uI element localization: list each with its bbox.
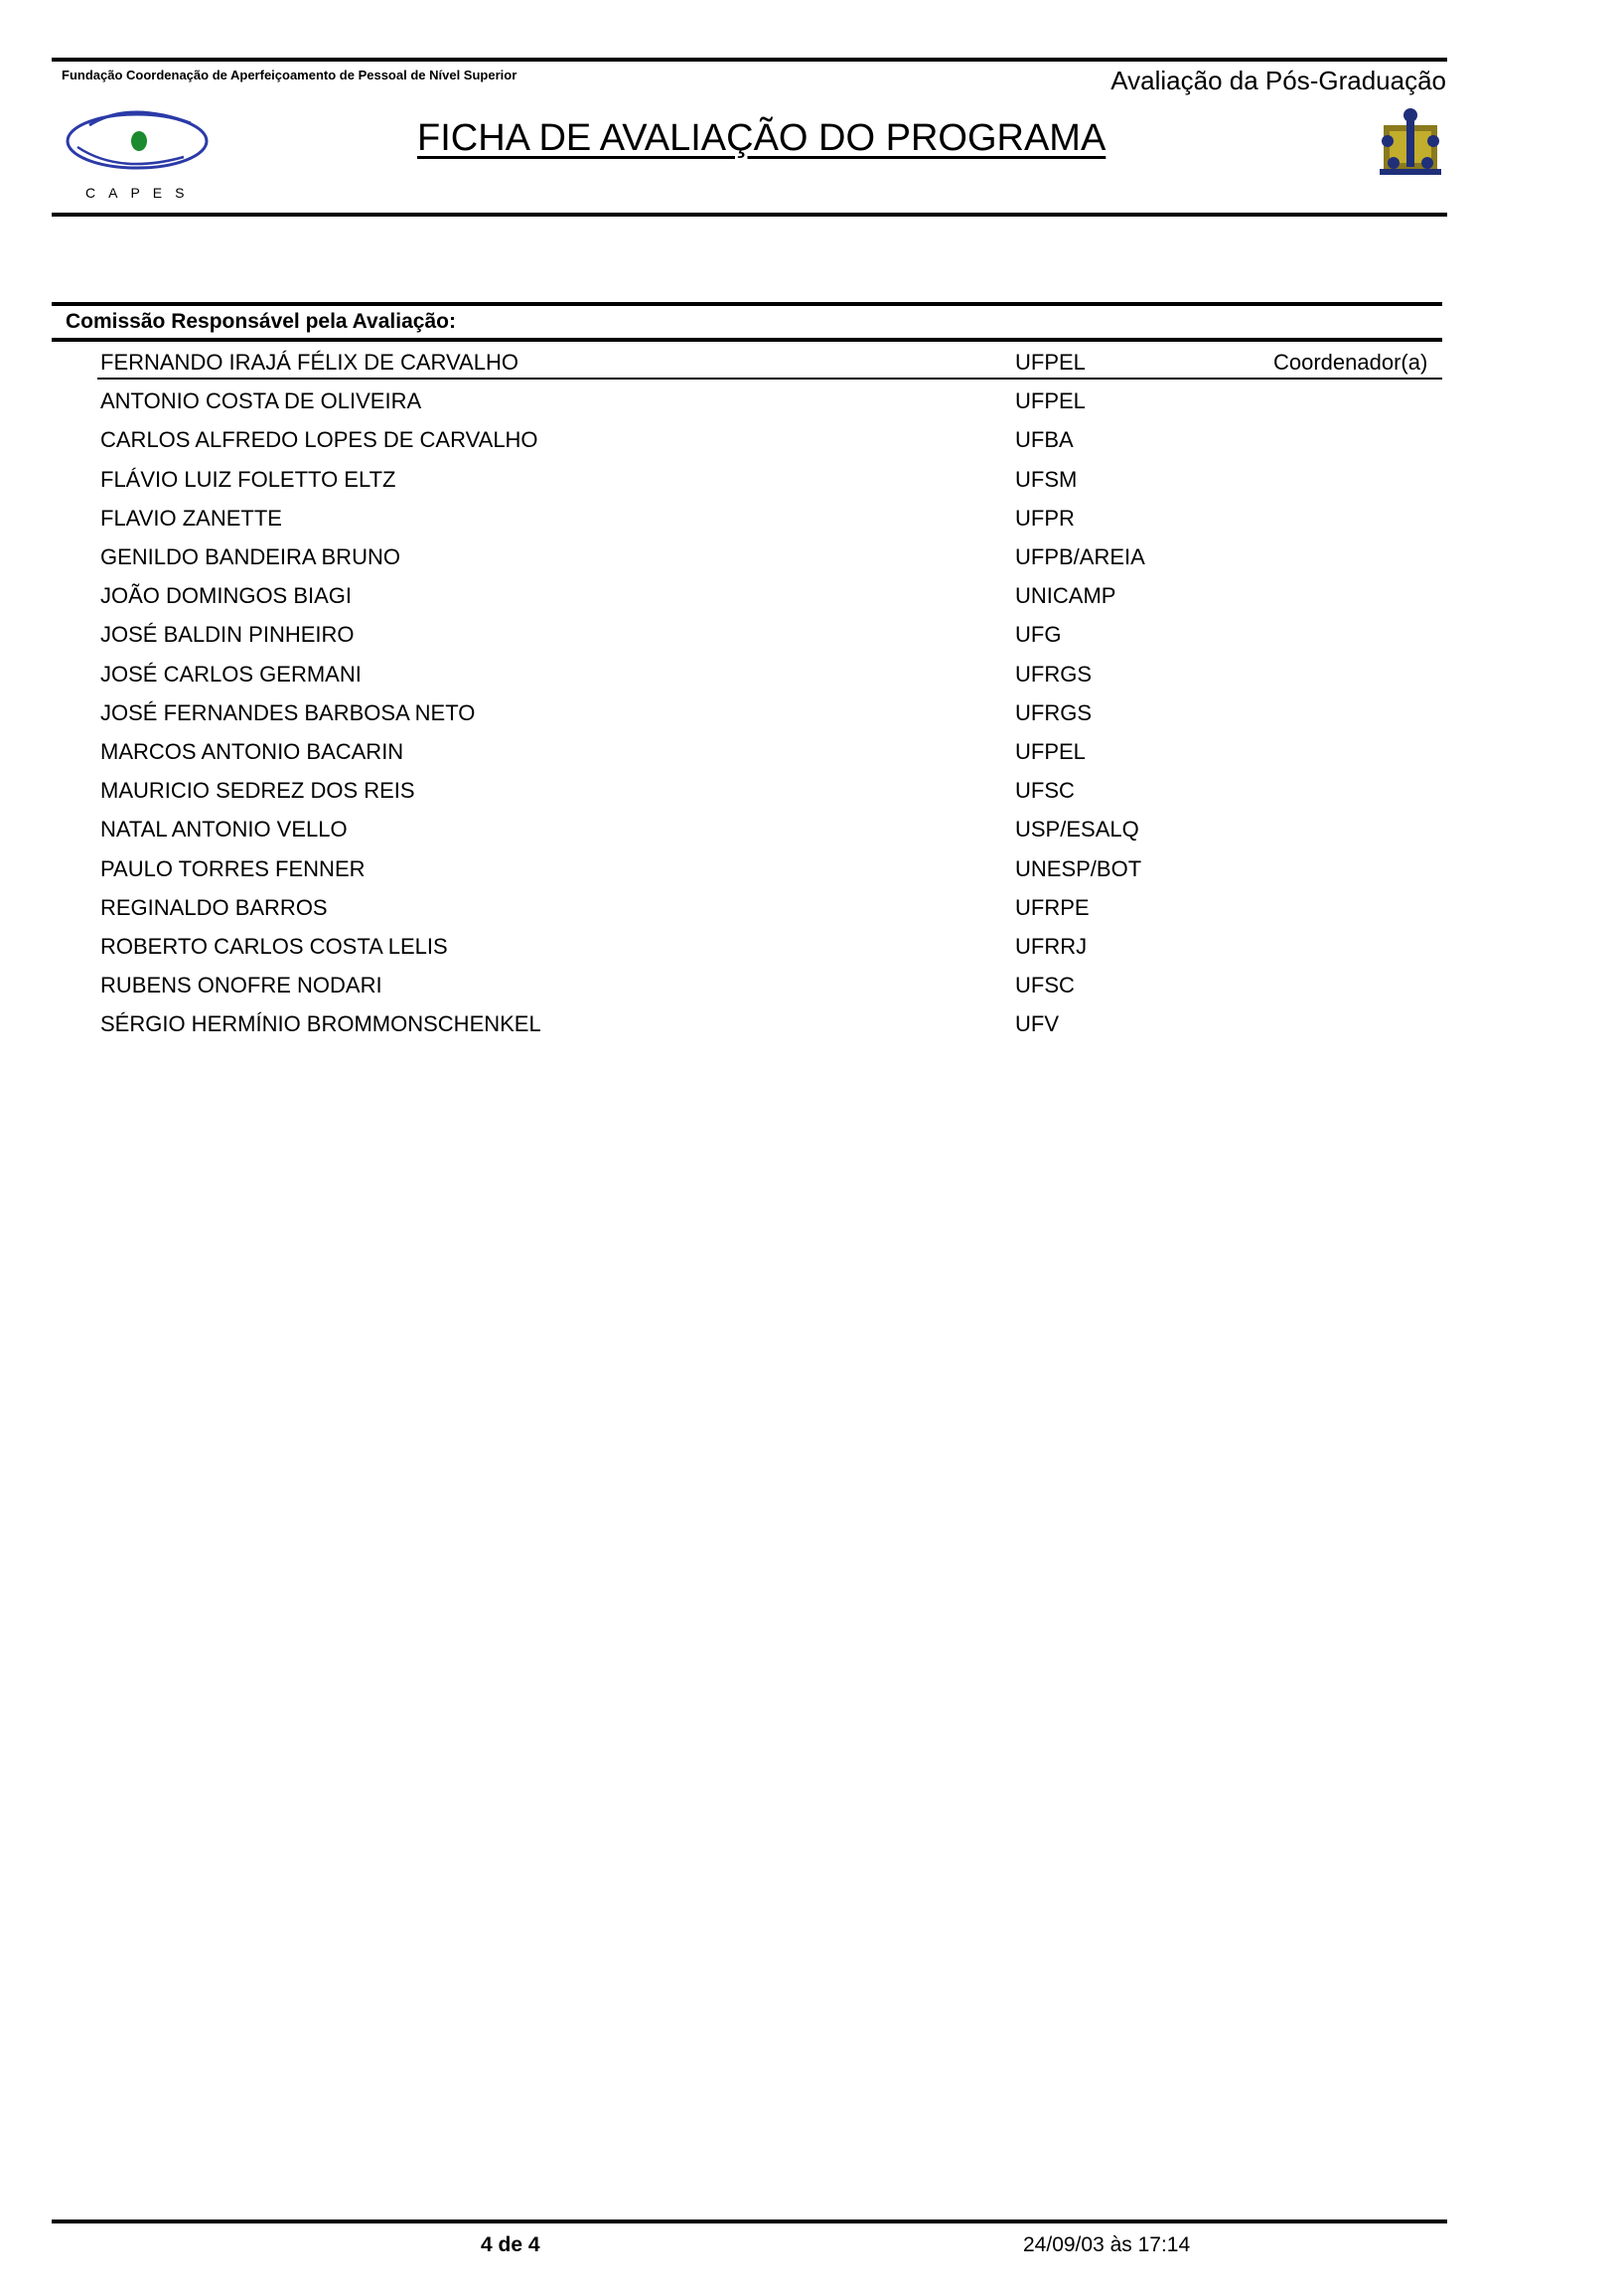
table-row	[0, 887, 1623, 926]
member-name: REGINALDO BARROS	[100, 894, 328, 920]
member-name: GENILDO BANDEIRA BRUNO	[100, 544, 400, 569]
member-institution: UFRPE	[1015, 894, 1090, 920]
capes-logo-text: CAPES	[85, 185, 198, 201]
member-name: RUBENS ONOFRE NODARI	[100, 973, 382, 998]
table-row	[0, 419, 1623, 458]
member-institution: UFSC	[1015, 778, 1075, 804]
member-name: ANTONIO COSTA DE OLIVEIRA	[100, 388, 422, 414]
member-institution: UFPEL	[1015, 350, 1086, 375]
member-name: PAULO TORRES FENNER	[100, 855, 366, 881]
table-row	[0, 459, 1623, 498]
table-row	[0, 848, 1623, 887]
member-name: JOSÉ FERNANDES BARBOSA NETO	[100, 699, 476, 725]
member-name: FLÁVIO LUIZ FOLETTO ELTZ	[100, 466, 396, 492]
member-institution: UFPR	[1015, 505, 1075, 531]
table-row	[0, 926, 1623, 965]
member-institution: UFRGS	[1015, 661, 1092, 687]
header-bottom-rule	[52, 213, 1447, 217]
member-institution: UFPB/AREIA	[1015, 544, 1145, 569]
table-row	[0, 731, 1623, 770]
member-institution: UFPEL	[1015, 388, 1086, 414]
table-row	[0, 770, 1623, 809]
table-row	[0, 692, 1623, 731]
member-name: FLAVIO ZANETTE	[100, 505, 282, 531]
section-top-rule	[52, 302, 1442, 306]
member-institution: USP/ESALQ	[1015, 817, 1139, 842]
member-name: MAURICIO SEDREZ DOS REIS	[100, 778, 415, 804]
table-row	[0, 575, 1623, 614]
member-institution: UFBA	[1015, 427, 1074, 453]
header-right-title: Avaliação da Pós-Graduação	[1110, 66, 1446, 95]
member-name: JOSÉ BALDIN PINHEIRO	[100, 622, 355, 648]
page-number: 4 de 4	[481, 2233, 540, 2256]
member-institution: UFSM	[1015, 466, 1078, 492]
table-row	[0, 1003, 1623, 1042]
table-row	[0, 498, 1623, 536]
table-row	[0, 654, 1623, 692]
document-title: FICHA DE AVALIAÇÃO DO PROGRAMA	[417, 117, 1107, 159]
organization-name: Fundação Coordenação de Aperfeiçoamento de Pessoal de Nível Superior	[62, 68, 517, 82]
table-row	[0, 381, 1623, 419]
print-datetime: 24/09/03 às 17:14	[1023, 2233, 1191, 2256]
member-institution: UFRRJ	[1015, 934, 1088, 959]
member-institution: UFPEL	[1015, 739, 1086, 764]
table-row	[0, 536, 1623, 575]
member-name: FERNANDO IRAJÁ FÉLIX DE CARVALHO	[100, 350, 518, 375]
member-name: JOÃO DOMINGOS BIAGI	[100, 583, 353, 609]
member-name: SÉRGIO HERMÍNIO BROMMONSCHENKEL	[100, 1011, 541, 1037]
member-name: ROBERTO CARLOS COSTA LELIS	[100, 934, 448, 959]
member-institution: UNICAMP	[1015, 583, 1116, 609]
table-row	[0, 965, 1623, 1003]
table-row	[0, 614, 1623, 653]
member-institution: UFRGS	[1015, 699, 1092, 725]
coordinator-separator-rule	[97, 378, 1442, 380]
table-row	[0, 342, 1623, 381]
member-institution: UFSC	[1015, 973, 1075, 998]
university-emblem-icon	[1376, 103, 1445, 177]
member-institution: UFG	[1015, 622, 1062, 648]
header-top-rule	[52, 58, 1447, 62]
table-row	[0, 809, 1623, 847]
footer-rule	[52, 2219, 1447, 2223]
member-role: Coordenador(a)	[1273, 350, 1428, 375]
member-name: CARLOS ALFREDO LOPES DE CARVALHO	[100, 427, 538, 453]
member-institution: UFV	[1015, 1011, 1059, 1037]
member-name: MARCOS ANTONIO BACARIN	[100, 739, 404, 764]
member-name: NATAL ANTONIO VELLO	[100, 817, 348, 842]
member-institution: UNESP/BOT	[1015, 855, 1142, 881]
member-name: JOSÉ CARLOS GERMANI	[100, 661, 362, 687]
committee-section-title: Comissão Responsável pela Avaliação:	[66, 310, 456, 333]
